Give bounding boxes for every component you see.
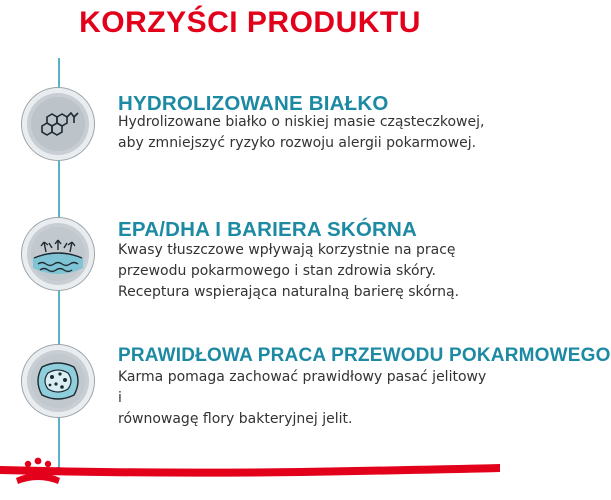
benefit-icon-1	[22, 88, 94, 160]
royal-canin-crown-logo	[8, 456, 68, 486]
text-line: Hydrolizowane białko o niskiej masie cząsteczkowej,	[118, 114, 485, 130]
digestive-tract-icon	[22, 345, 94, 417]
text-line: aby zmniejszyć ryzyko rozwoju alergii pokarmowej.	[118, 135, 477, 151]
text-line: Karma pomaga zachować prawidłowy pasać jelitowy i	[118, 369, 487, 406]
skin-barrier-icon	[22, 218, 94, 290]
hydrolyzed-molecule-icon	[22, 88, 94, 160]
page-title: KORZYŚCI PRODUKTU	[79, 6, 421, 39]
text-line: Kwasy tłuszczowe wpływają korzystnie na pracę	[118, 242, 456, 258]
section-heading-1: HYDROLIZOWANE BIAŁKO	[118, 92, 389, 115]
footer-wave	[0, 440, 500, 500]
section-heading-3: PRAWIDŁOWA PRACA PRZEWODU POKARMOWEGO	[118, 345, 611, 366]
text-line: Receptura wspierająca naturalną barierę skórną.	[118, 284, 460, 300]
benefit-icon-3	[22, 345, 94, 417]
section-heading-2: EPA/DHA I BARIERA SKÓRNA	[118, 218, 418, 241]
section-text-3	[118, 367, 490, 430]
section-text-1	[118, 112, 490, 154]
text-line: przewodu pokarmowego i stan zdrowia skóry.	[118, 263, 437, 279]
section-text-2	[118, 240, 490, 303]
benefit-icon-2	[22, 218, 94, 290]
text-line: równowagę flory bakteryjnej jelit.	[118, 411, 353, 427]
